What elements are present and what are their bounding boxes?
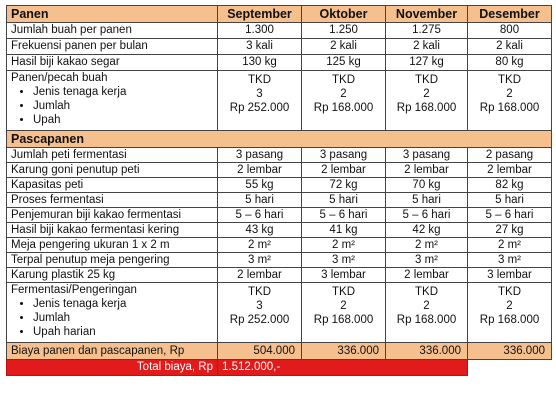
cell-value: 82 kg bbox=[468, 178, 552, 193]
cost-table-container bbox=[6, 5, 551, 376]
cell-value: 3 m² bbox=[218, 253, 302, 268]
labor-wage: Rp 168.000 bbox=[313, 102, 374, 114]
cell-value: 3 m² bbox=[468, 253, 552, 268]
cell-value: 41 kg bbox=[302, 223, 386, 238]
row-label: Proses fermentasi bbox=[7, 193, 218, 208]
cell-value: 3 pasang bbox=[218, 148, 302, 163]
labor-type: TKD bbox=[415, 286, 438, 298]
labor-label-cell bbox=[7, 283, 218, 343]
labor-item-list bbox=[11, 85, 213, 127]
cell-value: 5 – 6 hari bbox=[386, 208, 468, 223]
cell-value: 5 hari bbox=[218, 193, 302, 208]
cell-value: 3 kali bbox=[218, 39, 302, 55]
cell-value: 2 lembar bbox=[302, 163, 386, 178]
labor-item-list bbox=[11, 297, 213, 339]
cell-value: 2 m² bbox=[468, 238, 552, 253]
labor-row-panen bbox=[7, 71, 552, 131]
row-label: Hasil biji kakao fermentasi kering bbox=[7, 223, 218, 238]
labor-row-pascapanen bbox=[7, 283, 552, 343]
row-label: Hasil biji kakao segar bbox=[7, 55, 218, 71]
labor-count: 2 bbox=[506, 88, 513, 100]
cell-value: 2 lembar bbox=[218, 268, 302, 283]
labor-count: 3 bbox=[256, 88, 263, 100]
cost-value: 504.000 bbox=[218, 343, 302, 360]
row-label: Penjemuran biji kakao fermentasi bbox=[7, 208, 218, 223]
cell-value: 72 kg bbox=[302, 178, 386, 193]
cell-value: 2 lembar bbox=[218, 163, 302, 178]
cell-value: 27 kg bbox=[468, 223, 552, 238]
cell-value: 2 lembar bbox=[468, 163, 552, 178]
row-label: Meja pengering ukuran 1 x 2 m bbox=[7, 238, 218, 253]
cost-row bbox=[7, 343, 552, 360]
labor-cell bbox=[468, 71, 552, 131]
cell-value: 2 m² bbox=[218, 238, 302, 253]
cell-value: 1.250 bbox=[302, 23, 386, 39]
table-row bbox=[7, 39, 552, 55]
cell-value: 2 m² bbox=[386, 238, 468, 253]
labor-cell bbox=[218, 283, 302, 343]
cell-value: 80 kg bbox=[468, 55, 552, 71]
cell-value: 2 kali bbox=[386, 39, 468, 55]
row-label: Frekuensi panen per bulan bbox=[7, 39, 218, 55]
labor-wage: Rp 168.000 bbox=[313, 314, 374, 326]
labor-count: 2 bbox=[340, 88, 347, 100]
labor-wage: Rp 168.000 bbox=[396, 102, 457, 114]
cell-value: 2 lembar bbox=[386, 163, 468, 178]
header-month: September bbox=[218, 6, 302, 23]
labor-count: 2 bbox=[423, 300, 430, 312]
header-month: November bbox=[386, 6, 468, 23]
header-month: Oktober bbox=[302, 6, 386, 23]
cell-value: 3 m² bbox=[302, 253, 386, 268]
cost-value: 336.000 bbox=[302, 343, 386, 360]
table-row bbox=[7, 253, 552, 268]
labor-wage: Rp 168.000 bbox=[479, 102, 540, 114]
labor-type: TKD bbox=[332, 74, 355, 86]
cell-value: 43 kg bbox=[218, 223, 302, 238]
table-row bbox=[7, 178, 552, 193]
cell-value: 5 – 6 hari bbox=[218, 208, 302, 223]
labor-type: TKD bbox=[332, 286, 355, 298]
labor-cell bbox=[218, 71, 302, 131]
labor-title: Fermentasi/Pengeringan bbox=[11, 284, 137, 296]
labor-title: Panen/pecah buah bbox=[11, 72, 108, 84]
table-row bbox=[7, 148, 552, 163]
cell-value: 1.275 bbox=[386, 23, 468, 39]
header-month: Desember bbox=[468, 6, 552, 23]
labor-cell bbox=[468, 283, 552, 343]
cell-value: 127 kg bbox=[386, 55, 468, 71]
row-label: Jumlah buah per panen bbox=[7, 23, 218, 39]
cell-value: 3 pasang bbox=[302, 148, 386, 163]
cell-value: 2 kali bbox=[302, 39, 386, 55]
labor-type: TKD bbox=[248, 286, 271, 298]
labor-count: 2 bbox=[340, 300, 347, 312]
cell-value: 3 pasang bbox=[386, 148, 468, 163]
header-panen: Panen bbox=[7, 6, 218, 23]
labor-item: • Jenis tenaga kerja bbox=[33, 85, 213, 99]
labor-count: 2 bbox=[506, 300, 513, 312]
table-row bbox=[7, 163, 552, 178]
labor-label-cell bbox=[7, 71, 218, 131]
table-row bbox=[7, 55, 552, 71]
cell-value: 5 – 6 hari bbox=[468, 208, 552, 223]
cell-value: 130 kg bbox=[218, 55, 302, 71]
total-label: Total biaya, Rp bbox=[7, 360, 218, 376]
labor-cell bbox=[302, 71, 386, 131]
cell-value: 2 m² bbox=[302, 238, 386, 253]
labor-count: 3 bbox=[256, 300, 263, 312]
labor-wage: Rp 252.000 bbox=[229, 102, 290, 114]
cell-value: 3 lembar bbox=[468, 268, 552, 283]
cell-value: 125 kg bbox=[302, 55, 386, 71]
cell-value: 2 pasang bbox=[468, 148, 552, 163]
row-label: Karung goni penutup peti bbox=[7, 163, 218, 178]
row-label: Karung plastik 25 kg bbox=[7, 268, 218, 283]
labor-item: • Jenis tenaga kerja bbox=[33, 297, 213, 311]
section-row bbox=[7, 131, 552, 148]
table-row bbox=[7, 208, 552, 223]
table-row bbox=[7, 193, 552, 208]
section-title-pascapanen: Pascapanen bbox=[7, 131, 552, 148]
cell-value: 5 hari bbox=[468, 193, 552, 208]
row-label: Terpal penutup meja pengering bbox=[7, 253, 218, 268]
cell-value: 800 bbox=[468, 23, 552, 39]
labor-cell bbox=[386, 71, 468, 131]
labor-item: • Upah harian bbox=[33, 325, 213, 339]
labor-cell bbox=[302, 283, 386, 343]
cell-value: 2 lembar bbox=[386, 268, 468, 283]
cost-value: 336.000 bbox=[386, 343, 468, 360]
labor-item: • Jumlah bbox=[33, 99, 213, 113]
table-row bbox=[7, 23, 552, 39]
labor-wage: Rp 168.000 bbox=[396, 314, 457, 326]
cell-value: 5 hari bbox=[302, 193, 386, 208]
table-row bbox=[7, 268, 552, 283]
cell-value: 3 lembar bbox=[302, 268, 386, 283]
labor-item: • Upah bbox=[33, 113, 213, 127]
labor-item: • Jumlah bbox=[33, 311, 213, 325]
cost-label: Biaya panen dan pascapanen, Rp bbox=[7, 343, 218, 360]
row-label: Kapasitas peti bbox=[7, 178, 218, 193]
labor-type: TKD bbox=[498, 74, 521, 86]
labor-wage: Rp 252.000 bbox=[229, 314, 290, 326]
total-row-blank bbox=[468, 360, 552, 376]
labor-type: TKD bbox=[415, 74, 438, 86]
cell-value: 70 kg bbox=[386, 178, 468, 193]
cell-value: 3 m² bbox=[386, 253, 468, 268]
total-value: 1.512.000,- bbox=[218, 360, 468, 376]
cell-value: 5 – 6 hari bbox=[302, 208, 386, 223]
cell-value: 42 kg bbox=[386, 223, 468, 238]
table-row bbox=[7, 238, 552, 253]
cell-value: 5 hari bbox=[386, 193, 468, 208]
cell-value: 2 kali bbox=[468, 39, 552, 55]
total-row bbox=[7, 360, 552, 376]
header-row bbox=[7, 6, 552, 23]
labor-cell bbox=[386, 283, 468, 343]
labor-type: TKD bbox=[498, 286, 521, 298]
labor-type: TKD bbox=[248, 74, 271, 86]
harvest-cost-table bbox=[6, 5, 552, 376]
labor-count: 2 bbox=[423, 88, 430, 100]
cell-value: 1.300 bbox=[218, 23, 302, 39]
labor-wage: Rp 168.000 bbox=[479, 314, 540, 326]
table-row bbox=[7, 223, 552, 238]
row-label: Jumlah peti fermentasi bbox=[7, 148, 218, 163]
cost-value: 336.000 bbox=[468, 343, 552, 360]
cell-value: 55 kg bbox=[218, 178, 302, 193]
